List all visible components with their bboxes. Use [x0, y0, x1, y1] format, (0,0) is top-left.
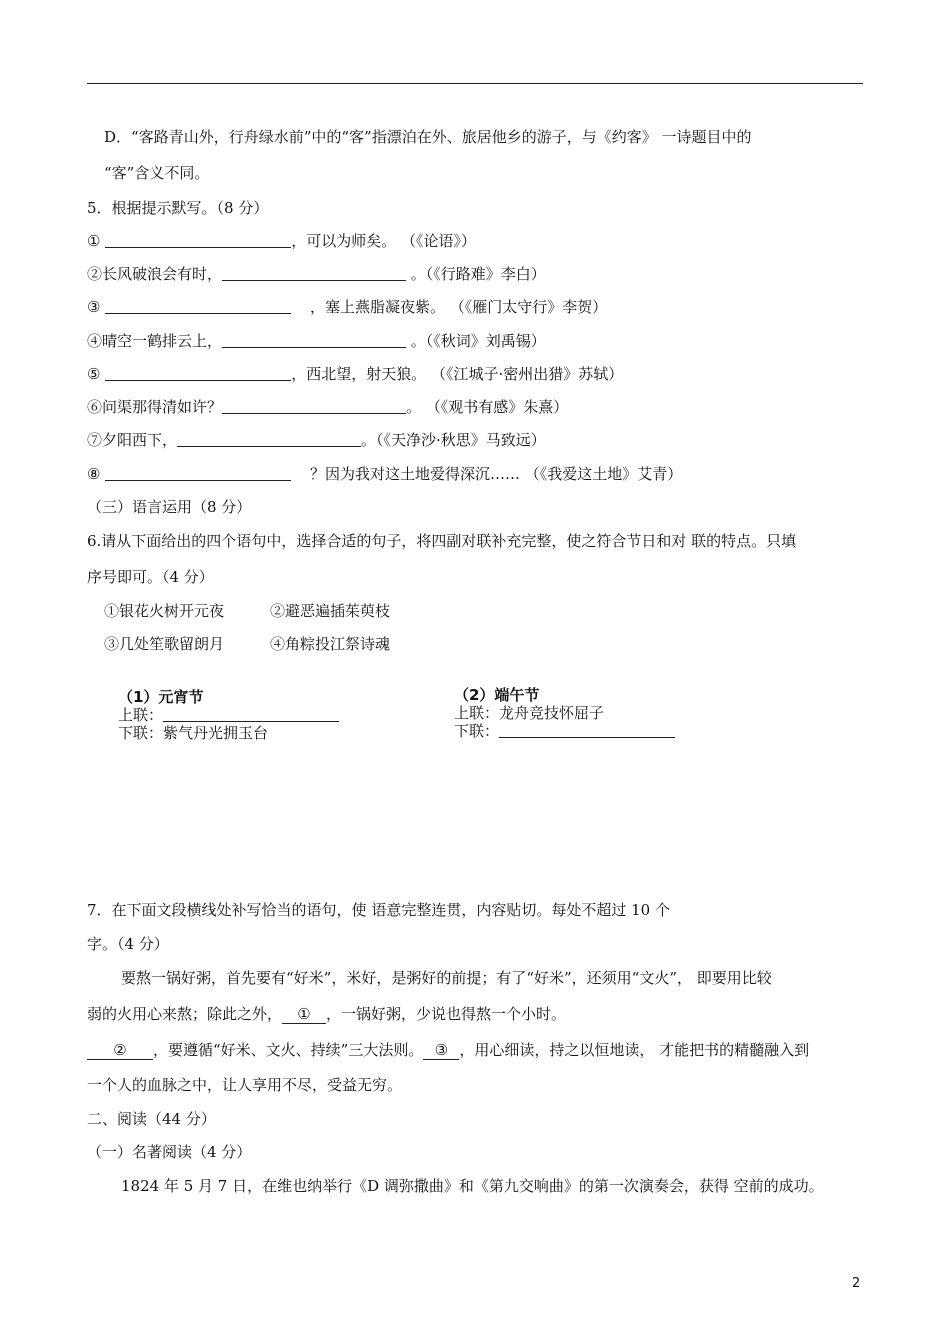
reading-line1: 1824 年 5 月 7 日，在维也纳举行《D 调弥撒曲》和《第九交响曲》的第一次演奏会，获得 空前的成功。: [121, 1177, 824, 1195]
q5-item-2: ②长风破浪会有时， 。（《行路难》李白）: [87, 265, 546, 283]
answer-blank[interactable]: [177, 430, 361, 447]
q5-item-8: ⑧ ？因为我对这土地爱得深沉…… （《我爱这土地》艾青）: [87, 465, 683, 483]
q5-item-3: ③ ，塞上燕脂凝夜紫。 （《雁门太守行》李贺）: [87, 298, 608, 316]
q7-paragraph-line4: 一个人的血脉之中，让人享用不尽，受益无穷。: [87, 1076, 403, 1094]
q7-blank-2[interactable]: ②: [87, 1041, 153, 1060]
q7-paragraph-line1: 要熬一锅好粥，首先要有“好米”，米好，是粥好的前提；有了“好米”，还须用“文火”， 即要用比较: [121, 969, 772, 987]
q5-title: 5．根据提示默写。（8 分）: [87, 199, 269, 217]
q5-item-1: ① ，可以为师矣。 （《论语》）: [87, 232, 477, 250]
q7-paragraph-line2: 弱的火用心来熬；除此之外， ① ，一锅好粥，少说也得熬一个小时。: [87, 1005, 567, 1023]
part2-title: 二、阅读（44 分）: [87, 1110, 216, 1128]
q6-option-1: ①银花火树开元夜: [104, 602, 225, 620]
answer-blank[interactable]: [105, 297, 291, 314]
q5-item-4: ④晴空一鹤排云上， 。（《秋词》刘禹锡）: [87, 332, 546, 350]
q6-option-2: ②避恶遍插茱萸枝: [270, 602, 391, 620]
answer-blank[interactable]: [222, 331, 406, 348]
section3-title: （三）语言运用（8 分）: [87, 498, 252, 516]
couplet1-lower: 下联：紫气丹光拥玉台: [118, 724, 269, 742]
couplet1-upper: 上联：: [118, 706, 339, 724]
q6-option-4: ④角粽投江祭诗魂: [270, 635, 391, 653]
page-number: 2: [852, 1276, 861, 1291]
couplet2-title: （2）端午节: [454, 686, 540, 704]
couplet1-title: （1）元宵节: [118, 688, 204, 706]
q5-item-6: ⑥问渠那得清如许？ 。 （《观书有感》朱熹）: [87, 398, 569, 416]
q7-blank-3[interactable]: ③: [423, 1041, 459, 1060]
q7-blank-1[interactable]: ①: [282, 1005, 326, 1024]
option-d-line2: “客”含义不同。: [104, 164, 210, 182]
answer-blank[interactable]: [105, 464, 291, 481]
answer-blank[interactable]: [105, 364, 291, 381]
option-d-line1: D．“客路青山外，行舟绿水前”中的“客”指漂泊在外、旅居他乡的游子，与《约客》 一诗题目中的: [104, 128, 752, 146]
q5-item-7: ⑦夕阳西下， 。（《天净沙·秋思》马致远）: [87, 431, 546, 449]
q6-line2: 序号即可。（4 分）: [87, 568, 214, 586]
q5-item-5: ⑤ ，西北望，射天狼。 （《江城子·密州出猎》苏轼）: [87, 365, 624, 383]
answer-blank[interactable]: [105, 231, 291, 248]
couplet2-lower-blank[interactable]: [499, 723, 675, 738]
couplet2-lower: 下联：: [454, 722, 675, 740]
answer-blank[interactable]: [222, 397, 406, 414]
part2-subtitle: （一）名著阅读（4 分）: [87, 1143, 252, 1161]
q6-option-3: ③几处笙歌留朗月: [104, 635, 225, 653]
q7-line1: 7．在下面文段横线处补写恰当的语句，使 语意完整连贯，内容贴切。每处不超过 10 个: [87, 901, 670, 919]
answer-blank[interactable]: [222, 264, 406, 281]
q6-line1: 6.请从下面给出的四个语句中，选择合适的句子，将四副对联补充完整，使之符合节日和对 联的特点。只填: [87, 532, 797, 550]
couplet2-upper: 上联：龙舟竞技怀屈子: [454, 704, 605, 722]
header-rule: [87, 83, 863, 84]
couplet1-upper-blank[interactable]: [163, 707, 339, 722]
q7-paragraph-line3: ② ，要遵循“好米、文火、持续”三大法则。 ③ ，用心细读，持之以恒地读， 才能把书的精髓融入到: [87, 1040, 809, 1060]
q7-line2: 字。（4 分）: [87, 935, 169, 953]
